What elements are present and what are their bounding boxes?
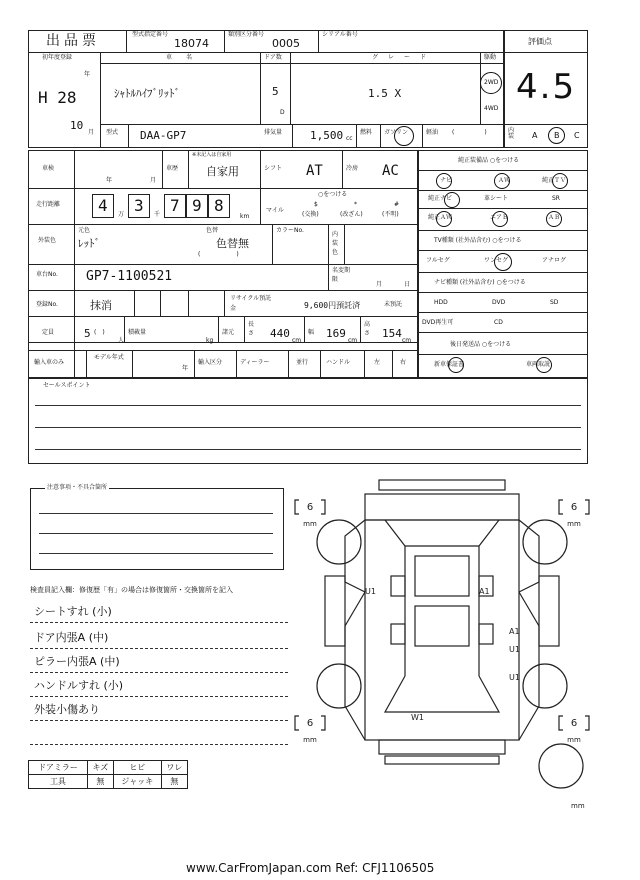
inspection-label: 車検 bbox=[42, 165, 55, 172]
car-name-value: ｼｬﾄﾙﾊｲﾌﾞﾘｯﾄﾞ bbox=[114, 87, 180, 100]
docs-circle-1 bbox=[448, 357, 464, 373]
std-opt-6: SR bbox=[552, 195, 560, 202]
tire-fr-value: 6 bbox=[570, 502, 578, 513]
mark-2: A1 bbox=[479, 587, 490, 596]
std-title: 純正装備品 ○をつける bbox=[458, 157, 520, 164]
std-circle-4 bbox=[444, 192, 460, 208]
tire-rear-right bbox=[559, 716, 589, 744]
fuel-value: ガソリン bbox=[384, 129, 409, 136]
tire-front-right bbox=[559, 500, 589, 528]
capacity-unit: 人 bbox=[118, 337, 125, 344]
mileage-digit-4: 9 bbox=[192, 196, 202, 215]
std-opt-4: 純正ナビ bbox=[428, 195, 453, 202]
import-left: 左 bbox=[374, 359, 381, 366]
model-type-value: DAA-GP7 bbox=[140, 129, 187, 142]
recycle-unpaid: 未預託 bbox=[384, 301, 403, 308]
auction-sheet bbox=[28, 30, 588, 148]
import-dealer: ディーラー bbox=[240, 359, 270, 366]
tire-fl-unit: mm bbox=[303, 520, 317, 528]
drive-2wd: 2WD bbox=[484, 79, 499, 86]
score-value: 4.5 bbox=[516, 67, 577, 107]
color-orig-label: 元色 bbox=[78, 227, 91, 234]
spare-tire-icon bbox=[539, 744, 583, 788]
serial-label: シリアル番号 bbox=[322, 31, 358, 38]
interior-opt-b: B bbox=[554, 131, 560, 140]
name-change-month: 月 bbox=[376, 281, 383, 288]
import-parallel: 並行 bbox=[296, 359, 309, 366]
interior-opt-c: C bbox=[574, 131, 580, 140]
inspection-year: 年 bbox=[106, 177, 113, 184]
width-unit: cm bbox=[348, 337, 358, 344]
import-right: 右 bbox=[400, 359, 407, 366]
width-label: 幅 bbox=[308, 329, 315, 336]
car-diagram bbox=[285, 476, 605, 816]
name-change-day: 日 bbox=[404, 281, 411, 288]
docs-opt-2: 車両取説 bbox=[526, 361, 551, 368]
mileage-unit-km: km bbox=[240, 213, 250, 220]
sales-point-label: セールスポイント bbox=[43, 382, 91, 389]
capacity-paren: ( ) bbox=[94, 329, 105, 336]
tire-rr-unit: mm bbox=[567, 736, 581, 744]
navi-opt-5: CD bbox=[494, 319, 503, 326]
std-opt-8: エアＢ bbox=[490, 214, 509, 221]
car-top-view-icon bbox=[325, 480, 559, 764]
doors-value: 5 bbox=[272, 85, 279, 98]
first-reg-era: H 28 bbox=[38, 88, 77, 107]
height-value: 154 bbox=[382, 327, 402, 340]
drive-label: 駆動 bbox=[484, 54, 497, 61]
grade-label: グレード bbox=[372, 54, 437, 61]
tire-rl-value: 6 bbox=[306, 718, 314, 729]
spare-unit: mm bbox=[571, 802, 585, 810]
aircon-value: AC bbox=[382, 163, 399, 179]
interior-label: 内装 bbox=[508, 127, 515, 140]
notes-box bbox=[30, 484, 284, 570]
shift-value: AT bbox=[306, 163, 323, 179]
mileage-mile: マイル bbox=[266, 207, 284, 214]
mileage-exchange-sym: $ bbox=[314, 201, 318, 208]
tire-front-left bbox=[295, 500, 325, 528]
inspector-line-3: ピラー内張A (中) bbox=[34, 655, 120, 668]
tv-opt-1: フルセグ bbox=[426, 257, 450, 264]
interior-opt-a: A bbox=[532, 131, 538, 140]
std-circle-8 bbox=[492, 211, 508, 227]
car-name-label: 車名 bbox=[166, 54, 207, 61]
navi-opt-3: SD bbox=[550, 299, 559, 306]
tv-opt-3: アナログ bbox=[542, 257, 567, 264]
navi-opt-4: DVD再生可 bbox=[422, 319, 454, 326]
tv-opt-2: ワンセグ bbox=[484, 257, 509, 264]
wheel-rl-icon bbox=[317, 664, 361, 708]
eq-h4: ワレ bbox=[161, 761, 187, 775]
first-reg-month-unit: 月 bbox=[88, 129, 95, 136]
sales-point-box bbox=[28, 378, 588, 464]
class-no-label: 類別区分番号 bbox=[228, 31, 265, 38]
model-type-label: 型式 bbox=[106, 129, 119, 136]
std-circle-3 bbox=[552, 173, 568, 189]
eq-h2: キズ bbox=[87, 761, 113, 775]
doors-label: ドア数 bbox=[264, 54, 282, 61]
std-opt-7: 純正ＡＷ bbox=[428, 214, 453, 221]
color-changed: 色替無 bbox=[216, 237, 249, 250]
std-opt-9: ＡＢ bbox=[548, 214, 561, 221]
shift-label: シフト bbox=[264, 165, 283, 172]
color-paren: ( ) bbox=[198, 251, 239, 258]
length-unit: cm bbox=[292, 337, 302, 344]
std-circle-9 bbox=[546, 211, 562, 227]
color-no-label: カラーNo. bbox=[276, 227, 304, 234]
std-opt-3: 純正ＴＶ bbox=[542, 177, 567, 184]
detail-section bbox=[28, 150, 588, 378]
drive-4wd: 4WD bbox=[484, 105, 499, 112]
color-label: 外装色 bbox=[38, 237, 57, 244]
import-handle: ハンドル bbox=[326, 359, 351, 366]
tire-rl-unit: mm bbox=[303, 736, 317, 744]
std-circle-7 bbox=[436, 211, 452, 227]
recycle-value: 9,600円預託済 bbox=[304, 301, 361, 310]
history-value: 自家用 bbox=[206, 165, 239, 178]
navi-title: ナビ種類 (社外品含む) ○をつける bbox=[434, 279, 526, 286]
docs-opt-1: 新車保証書 bbox=[434, 361, 465, 368]
registration-label: 登録No. bbox=[36, 301, 58, 308]
inspector-line-2: ドア内張A (中) bbox=[34, 631, 109, 644]
mileage-unknown-sym: # bbox=[394, 201, 400, 208]
navi-opt-1: HDD bbox=[434, 299, 448, 306]
mark-1: U1 bbox=[365, 587, 376, 596]
load-label: 積載量 bbox=[128, 329, 147, 336]
light-oil-label: 軽油 bbox=[426, 129, 439, 136]
eq-r4: 無 bbox=[161, 775, 187, 789]
displacement-label: 排気量 bbox=[264, 129, 283, 136]
equipment-table bbox=[28, 760, 188, 789]
mark-5: U1 bbox=[509, 673, 520, 682]
notes-label: 注意事項・不具合箇所 bbox=[47, 484, 108, 491]
mark-4: U1 bbox=[509, 645, 520, 654]
fuel-paren: ( ) bbox=[452, 129, 487, 136]
sheet-title: 出品票 bbox=[46, 33, 100, 49]
model-no-label: 型式指定番号 bbox=[132, 31, 169, 38]
import-type-label: 輸入区分 bbox=[198, 359, 223, 366]
aircon-label: 冷房 bbox=[346, 165, 359, 172]
mileage-digit-2: 3 bbox=[134, 196, 144, 215]
std-circle-1 bbox=[436, 173, 452, 189]
displacement-unit: cc bbox=[346, 135, 353, 142]
displacement-value: 1,500 bbox=[310, 129, 344, 142]
inspector-line-1: シートすれ (小) bbox=[34, 605, 112, 618]
inspector-lines bbox=[30, 600, 288, 750]
doors-sub: D bbox=[280, 109, 285, 116]
mark-3: A1 bbox=[509, 627, 520, 636]
inspector-line-5: 外装小傷あり bbox=[34, 703, 100, 716]
wheel-fr-icon bbox=[523, 520, 567, 564]
interior-circle bbox=[548, 127, 565, 144]
mark-6: W1 bbox=[411, 713, 424, 722]
import-year: 年 bbox=[182, 365, 189, 372]
mileage-digit-5: 8 bbox=[214, 196, 224, 215]
eq-r3: ジャッキ bbox=[113, 775, 161, 789]
mileage-exchange: (交換) bbox=[302, 211, 319, 218]
wheel-fl-icon bbox=[317, 520, 361, 564]
height-label: 高さ bbox=[364, 321, 371, 337]
recycle-label: リサイクル預託金 bbox=[230, 295, 272, 312]
history-label: 車歴 bbox=[166, 165, 179, 172]
eq-r2: 無 bbox=[87, 775, 113, 789]
tire-fr-unit: mm bbox=[567, 520, 581, 528]
capacity-value: 5 bbox=[84, 327, 91, 340]
inspector-line-4: ハンドルすれ (小) bbox=[34, 679, 124, 692]
score-label: 評価点 bbox=[528, 37, 552, 46]
wheel-rr-icon bbox=[523, 664, 567, 708]
fuel-circle bbox=[394, 126, 414, 146]
height-unit: cm bbox=[402, 337, 412, 344]
model-no: 18074 bbox=[174, 37, 209, 50]
std-opt-2: ＡＷ bbox=[498, 177, 511, 184]
std-opt-5: 革シート bbox=[484, 195, 509, 202]
mileage-unit-sen: 千 bbox=[154, 211, 161, 218]
inspector-label: 検査員記入欄：修復歴「有」の場合は修復箇所・交換箇所を記入 bbox=[30, 586, 233, 594]
inspection-month: 月 bbox=[150, 177, 157, 184]
mileage-circle-hint: ○をつける bbox=[318, 191, 348, 198]
capacity-label: 定員 bbox=[42, 329, 55, 336]
mileage-unknown: (不明) bbox=[382, 211, 399, 218]
first-reg-month: 10 bbox=[70, 119, 84, 132]
chassis-label: 車台No. bbox=[36, 271, 58, 278]
history-note: ※未記入は自家用 bbox=[192, 152, 232, 158]
mileage-unit-man: 万 bbox=[118, 211, 125, 218]
chassis-value: GP7-1100521 bbox=[86, 269, 173, 284]
tire-rear-left bbox=[295, 716, 325, 744]
tv-circle bbox=[494, 253, 512, 271]
width-value: 169 bbox=[326, 327, 346, 340]
tire-fl-value: 6 bbox=[306, 502, 314, 513]
eq-h1: ドアミラー bbox=[29, 761, 88, 775]
navi-opt-2: DVD bbox=[492, 299, 506, 306]
color-orig: ﾚｯﾄﾞ bbox=[78, 237, 100, 250]
eq-r1: 工具 bbox=[29, 775, 88, 789]
color-change-label: 色替 bbox=[206, 227, 219, 234]
drive-circle bbox=[480, 72, 502, 94]
dims-label: 諸元 bbox=[222, 329, 235, 336]
import-model-year: モデル年式 bbox=[94, 354, 124, 361]
tire-rr-value: 6 bbox=[570, 718, 578, 729]
std-circle-2 bbox=[494, 173, 510, 189]
tv-title: TV種類 (社外品含む) ○をつける bbox=[434, 237, 522, 244]
load-unit: kg bbox=[206, 337, 214, 344]
fuel-label: 燃料 bbox=[360, 129, 373, 136]
registration-value: 抹消 bbox=[90, 299, 112, 312]
footer-ref: www.CarFromJapan.com Ref: CFJ1106505 bbox=[186, 861, 435, 875]
import-label: 輸入車のみ bbox=[34, 359, 65, 366]
mileage-tamper-sym: * bbox=[354, 201, 357, 208]
name-change-label: 名変期限 bbox=[332, 267, 351, 283]
first-reg-year-unit: 年 bbox=[84, 71, 91, 78]
class-no: 0005 bbox=[272, 37, 300, 50]
mileage-tamper: (改ざん) bbox=[340, 211, 363, 218]
grade-value: 1.5 X bbox=[368, 87, 402, 100]
mileage-label: 走行距離 bbox=[36, 201, 61, 208]
eq-h3: ヒビ bbox=[113, 761, 161, 775]
docs-circle-2 bbox=[536, 357, 552, 373]
mileage-digit-3: 7 bbox=[170, 196, 180, 215]
docs-title: 後日発送品 ○をつける bbox=[450, 341, 512, 348]
std-opt-1: ナビ bbox=[440, 177, 453, 184]
length-value: 440 bbox=[270, 327, 290, 340]
length-label: 長さ bbox=[248, 321, 255, 337]
interior-color-label: 内装色 bbox=[332, 231, 339, 256]
mileage-digit-1: 4 bbox=[98, 196, 108, 215]
first-reg-label: 初年度登録 bbox=[42, 54, 73, 61]
